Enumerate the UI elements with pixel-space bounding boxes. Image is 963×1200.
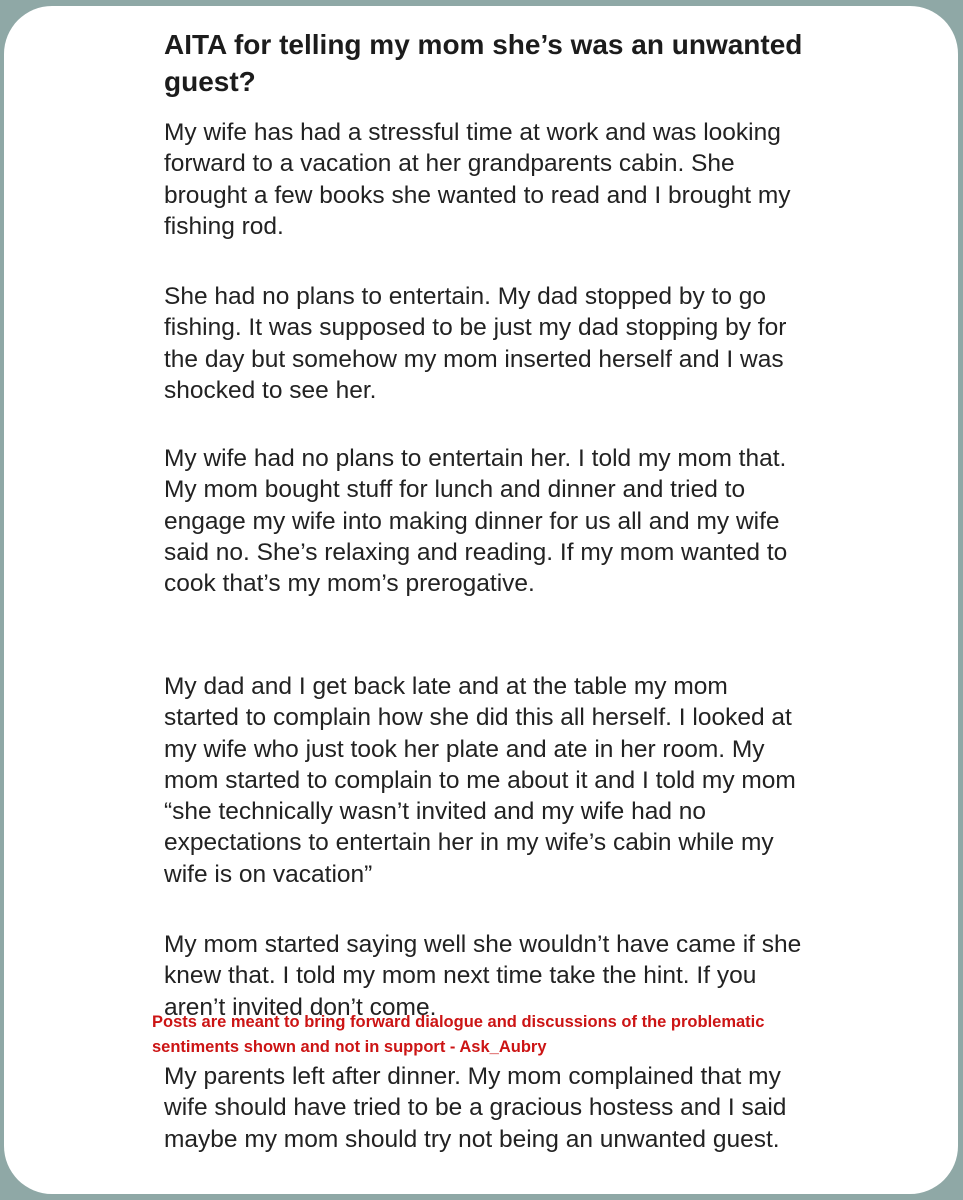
post-paragraph-6: My parents left after dinner. My mom complained that my wife should have tried to be a gracious hostess and I said maybe my mom should try not being an unwanted guest.: [164, 1063, 787, 1153]
post-paragraph-3: My wife had no plans to entertain her. I told my mom that. My mom bought stuff for lunch and dinner and tried to engage my wife into making dinner for us all and my wife said no. She’s relaxing and reading. If my mom wanted to cook that’s my mom’s prerogative.: [164, 445, 788, 598]
post-paragraph-5: My mom started saying well she wouldn’t have came if she knew that. I told my mom next time take the hint. If you aren’t invited don’t come.: [164, 931, 802, 1021]
post-paragraph-2: She had no plans to entertain. My dad stopped by to go fishing. It was supposed to be just my dad stopping by for the day but somehow my mom inserted herself and I was shocked to see her.: [164, 283, 787, 404]
post-paragraph-1: My wife has had a stressful time at work and was looking forward to a vacation at her grandparents cabin. She brought a few books she wanted to read and I brought my fishing rod.: [164, 119, 791, 240]
disclaimer-watermark: Posts are meant to bring forward dialogue and discussions of the problematic sentiments shown and not in support - Ask_Aubry: [152, 1013, 765, 1056]
post-card: [4, 6, 958, 1194]
post-paragraph-4: My dad and I get back late and at the table my mom started to complain how she did this all herself. I looked at my wife who just took her plate and ate in her room. My mom started to complain to me about it and I told my mom “she technically wasn’t invited and my wife had no expectations to entertain her in my wife’s cabin while my wife is on vacation”: [164, 673, 796, 888]
post-title: AITA for telling my mom she’s was an unwanted guest?: [164, 29, 803, 97]
